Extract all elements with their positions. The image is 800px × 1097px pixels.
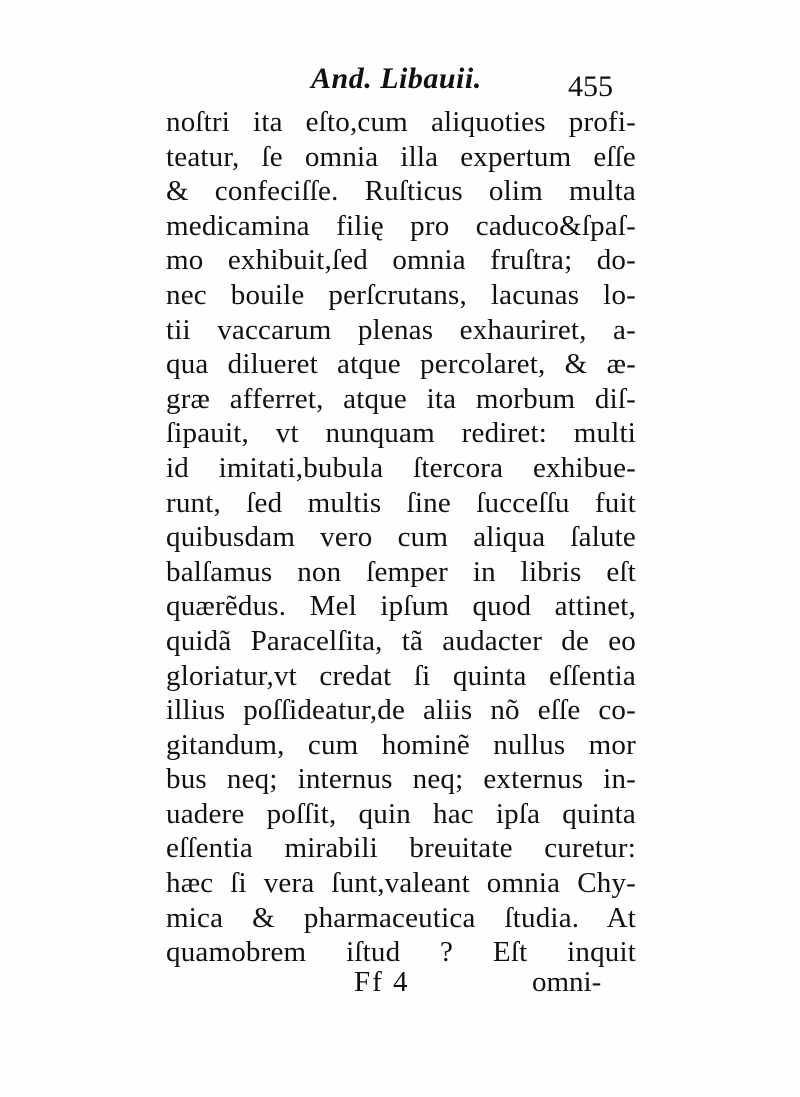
text-line: mica & pharmaceutica ſtudia. At	[166, 901, 636, 934]
text-line: quamobrem iſtud ? Eſt inquit	[166, 936, 636, 969]
text-line: runt, ſed multis ſine ſucceſſu fuit	[166, 486, 636, 519]
text-line: medicamina filię pro caduco&ſpaſ-	[166, 209, 636, 242]
text-line: balſamus non ſemper in libris eſt	[166, 555, 636, 588]
page-footer	[0, 966, 800, 1006]
text-line: qua dilueret atque percolaret, & æ-	[166, 348, 636, 381]
text-line: hæc ſi vera ſunt,valeant omnia Chy-	[166, 867, 636, 900]
text-line: & confeciſſe. Ruſticus olim multa	[166, 175, 636, 208]
text-line: quibusdam vero cum aliqua ſalute	[166, 521, 636, 554]
page-number: 455	[568, 70, 613, 103]
text-line: græ afferret, atque ita morbum diſ-	[166, 382, 636, 415]
text-line: quidã Paracelſita, tã audacter de eo	[166, 624, 636, 657]
text-line: bus neq; internus neq; externus in-	[166, 763, 636, 796]
text-line: gitandum, cum hominẽ nullus mor	[166, 728, 636, 761]
text-line: gloriatur,vt credat ſi quinta eſſentia	[166, 659, 636, 692]
catchword: omni-	[532, 966, 602, 998]
text-line: noſtri ita eſto,cum aliquoties profi-	[166, 106, 636, 138]
text-line: eſſentia mirabili breuitate curetur:	[166, 832, 636, 865]
text-line: illius poſſideatur,de aliis nõ eſſe co-	[166, 694, 636, 727]
signature-mark: Ff 4	[354, 966, 410, 998]
text-line: teatur, ſe omnia illa expertum eſſe	[166, 140, 636, 173]
text-line: tii vaccarum plenas exhauriret, a-	[166, 313, 636, 346]
text-line: ſipauit, vt nunquam rediret: multi	[166, 417, 636, 450]
text-line: quærẽdus. Mel ipſum quod attinet,	[166, 590, 636, 623]
running-head: And. Libauii.	[311, 62, 482, 95]
text-line: uadere poſſit, quin hac ipſa quinta	[166, 797, 636, 830]
text-line: mo exhibuit,ſed omnia fruſtra; do-	[166, 244, 636, 277]
text-line: id imitati,bubula ſtercora exhibue-	[166, 451, 636, 484]
body-text	[166, 105, 636, 970]
text-line: nec bouile perſcrutans, lacunas lo-	[166, 278, 636, 311]
